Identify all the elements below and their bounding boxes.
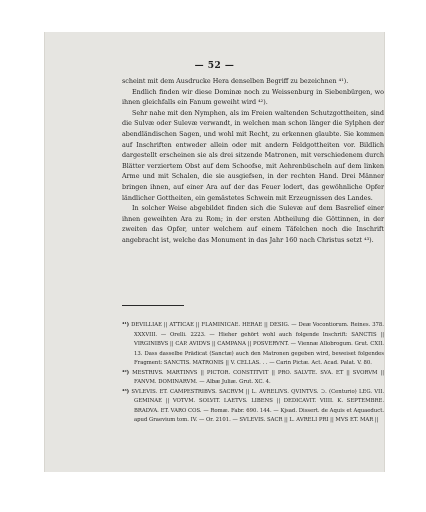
footnote [122, 321, 384, 369]
paragraph: Sehr nahe mit den Nymphen, als im Freien waltenden Schutzgottheiten, sind die Sulvæ oder Sulevæ verwandt, in welchen man schon länger die Sylphen der abendländischen Sagen, und wohl mit Recht, zu erkennen glaubte. Sie kommen auf Inschriften entweder allein oder mit andern Feldgottheiten vor. Bildlich dargestellt erscheinen sie als drei sitzende Matronen, mit verschiedenem durch Blätter verziertem Obst auf dem Schoofse, mit Aehrenbüscheln auf dem linken Arme und mit Schalen, die sie ausgiefsen, in der rechten Hand. Drei Männer bringen ihnen, auf einer Ara auf der das Feuer lodert, das gewöhnliche Opfer ländlicher Gottheiten, ein gemästetes Schwein mit Erzeugnissen des Landes. [122, 108, 384, 202]
footnote [122, 369, 384, 388]
paragraph: scheint mit dem Ausdrucke Hera denselben Begriff zu bezeichnen ⁴¹). [122, 77, 349, 85]
footnotes [122, 321, 384, 426]
footnote-marker: ⁴³) [122, 388, 130, 395]
footnote-text: SVLEVIS. ET. CAMPESTRIBVS. SACRVM || L. AVRELIVS. QVINTVS. ⊃. (Centurio) LEG. VII. GEMINAE || VOTVM. SOLVIT. LAETVS. LIBENS || DEDICAVIT. VIIII. K. SEPTEMBRE. BRADVA. ET. VARO COS. — Romæ. Fabr. 690. 144. — Kjsad. Dissert. de Aquis et Aquaeduct. apud Graevium tom. IV. — Or. 2101. — SVLEVIS. SACR || L. AVRELI PRI || MVS ET. MAR || [131, 388, 384, 424]
book-page [44, 32, 385, 472]
footnote [122, 388, 384, 426]
footnote-text: MESTRIVS. MARTINVS || PICTOR. CONSTITVIT || PRO. SALVTE. SVA. ET || SVORVM || FANVM. DOMINARVM. — Albæ Juliæ. Grut. XC. 4. [132, 369, 385, 386]
main-text [122, 76, 384, 246]
page-number: — 52 — [194, 61, 235, 71]
footnote-marker: ⁴²) [122, 369, 130, 376]
paragraph: In solcher Weise abgebildet finden sich die Sulevæ auf dem Basrelief einer ihnen geweihten Ara zu Rom; in der ersten Abtheilung die Göttinnen, in der zweiten das Opfer, unter welchem auf einem Täfelchen noch die Inschrift angebracht ist, welche das Monument in das Jahr 160 nach Christus setzt ⁴³). [122, 204, 384, 244]
paragraph: Endlich finden wir diese Dominæ noch zu Weissenburg in Siebenbürgen, wo ihnen gleichfalls ein Fanum geweiht wird ⁴²). [122, 87, 384, 107]
footnote-text: DEVILLIAE || ATTICAE || FLAMINICAE. HERAE || DESIG. — Deæ Vocontiorum. Reines. 378. XXXVIII. — Orelli. 2223. — Hieher gehört wohl auch folgende Inschrift: SANCTIS || VIRGINIBVS || CAP. AVIDVS || CAMPANA || POSVERVNT. — Viennæ Allobrogum. Grut. CXII. 13. Dass dasselbe Prädicat (Sanctæ) auch den Matronen gegeben wird, beweiset folgendes Fragment: SANCTIS. MATRONIS || V. CELLAS. . . — Carin Pictæ. Act. Acad. Palat. V. 80. [131, 322, 384, 367]
footnote-marker: ⁴¹) [122, 322, 130, 328]
footnote-separator [122, 305, 184, 306]
